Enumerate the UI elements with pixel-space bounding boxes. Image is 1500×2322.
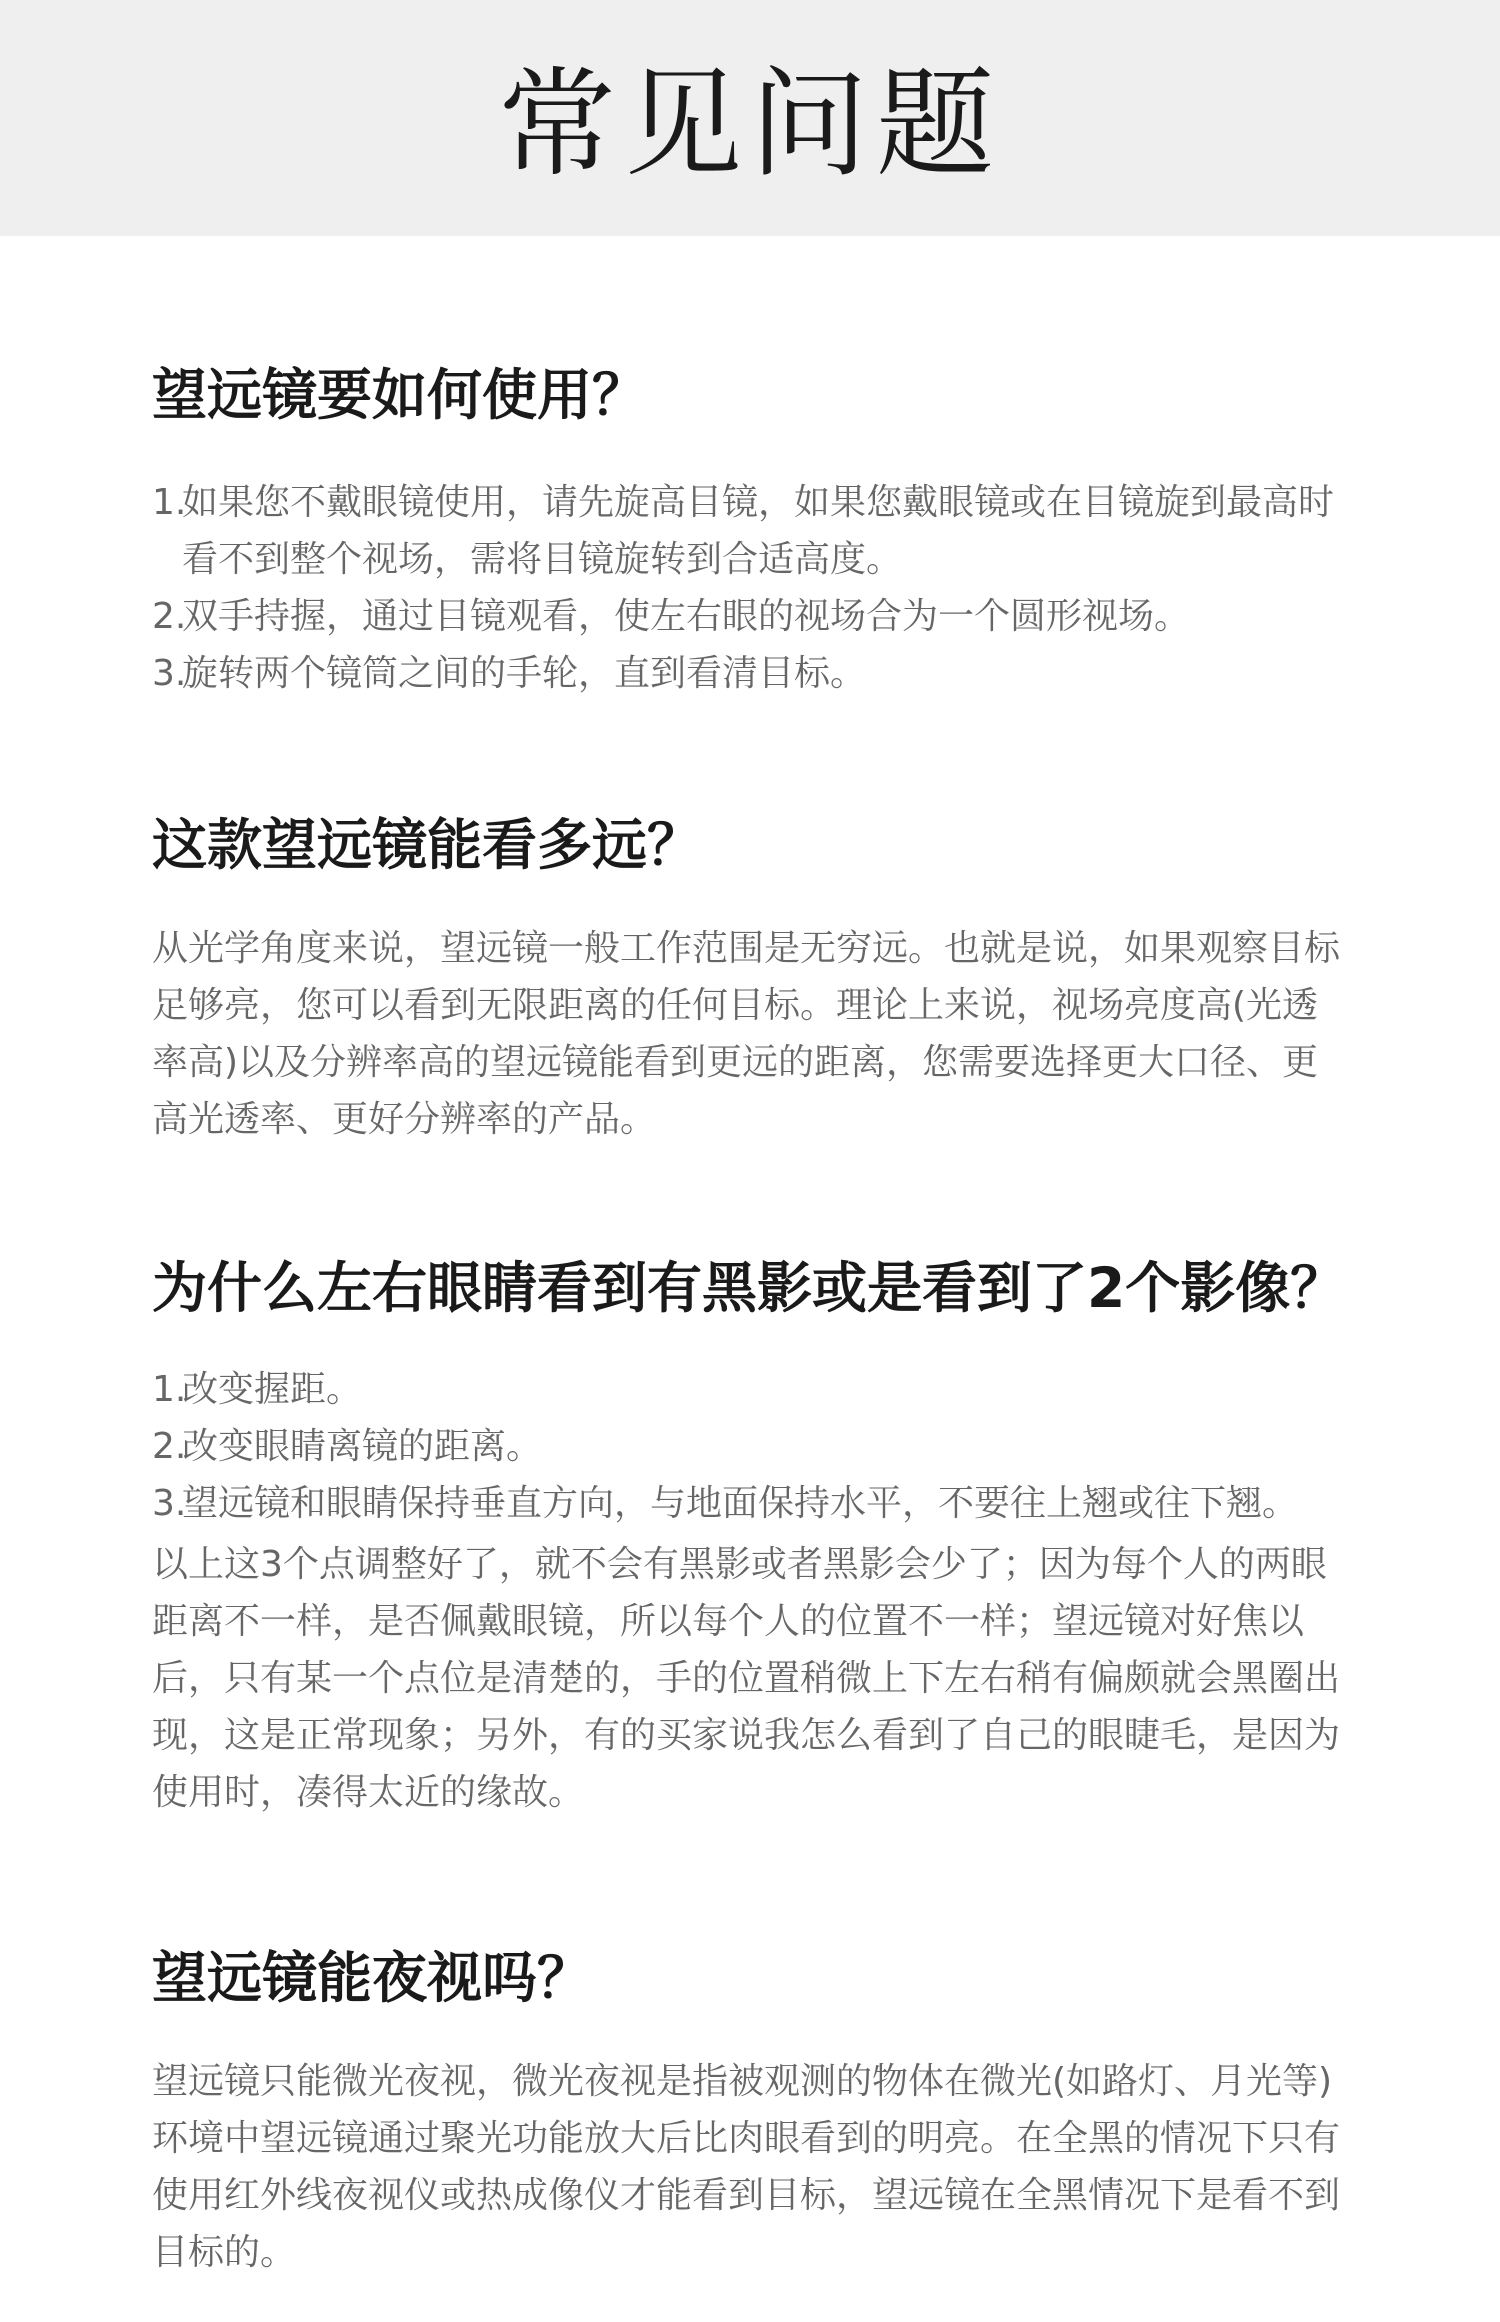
faq-question: 为什么左右眼睛看到有黑影或是看到了2个影像？ — [152, 1256, 1346, 1320]
list-item-number: 2. — [152, 596, 187, 637]
list-item-number: 1. — [152, 482, 187, 523]
faq-answer-list — [152, 1361, 1352, 1532]
list-item — [152, 474, 1352, 588]
faq-answer-list — [152, 474, 1352, 702]
faq-answer-paragraph: 从光学角度来说，望远镜一般工作范围是无穷远。也就是说，如果观察目标足够亮，您可以看到无限距离的任何目标。理论上来说，视场亮度高(光透率高)以及分辨率高的望远镜能看到更远的距离，您需要选择更大口径、更高光透率、更好分辨率的产品。 — [152, 928, 1341, 1140]
list-item-number: 3. — [152, 1483, 187, 1524]
faq-section-range — [152, 810, 1352, 1148]
list-item — [152, 1418, 1352, 1475]
faq-question: 望远镜要如何使用？ — [152, 363, 648, 427]
list-item-text: 望远镜和眼睛保持垂直方向，与地面保持水平，不要往上翘或往下翘。 — [182, 1483, 1299, 1524]
page-title: 常见问题 — [497, 55, 1002, 193]
faq-question: 这款望远镜能看多远？ — [152, 813, 703, 877]
faq-section-night-vision — [152, 1943, 1352, 2281]
page-header — [0, 0, 1500, 236]
faq-answer-paragraph: 望远镜只能微光夜视，微光夜视是指被观测的物体在微光(如路灯、月光等)环境中望远镜通过聚光功能放大后比肉眼看到的明亮。在全黑的情况下只有使用红外线夜视仪或热成像仪才能看到目标，望远镜在全黑情况下是看不到目标的。 — [152, 2061, 1341, 2273]
faq-question: 望远镜能夜视吗？ — [152, 1946, 593, 2010]
list-item-number: 2. — [152, 1426, 187, 1467]
list-item-number: 3. — [152, 653, 187, 694]
list-item — [152, 1361, 1352, 1418]
list-item-text: 改变握距。 — [182, 1369, 363, 1410]
list-item-number: 1. — [152, 1369, 187, 1410]
list-item-text: 如果您不戴眼镜使用，请先旋高目镜，如果您戴眼镜或在目镜旋到最高时看不到整个视场，需将目镜旋转到合适高度。 — [182, 482, 1335, 580]
faq-answer-paragraph: 以上这3个点调整好了，就不会有黑影或者黑影会少了；因为每个人的两眼距离不一样，是否佩戴眼镜，所以每个人的位置不一样；望远镜对好焦以后，只有某一个点位是清楚的，手的位置稍微上下左右稍有偏颇就会黑圈出现，这是正常现象；另外，有的买家说我怎么看到了自己的眼睫毛，是因为使用时，凑得太近的缘故。 — [152, 1544, 1341, 1813]
faq-section-usage — [152, 360, 1352, 702]
list-item — [152, 645, 1352, 702]
list-item — [152, 588, 1352, 645]
list-item — [152, 1475, 1352, 1532]
faq-section-shadow — [152, 1253, 1352, 1821]
list-item-text: 双手持握，通过目镜观看，使左右眼的视场合为一个圆形视场。 — [182, 596, 1191, 637]
list-item-text: 旋转两个镜筒之间的手轮，直到看清目标。 — [182, 653, 867, 694]
list-item-text: 改变眼睛离镜的距离。 — [182, 1426, 543, 1467]
